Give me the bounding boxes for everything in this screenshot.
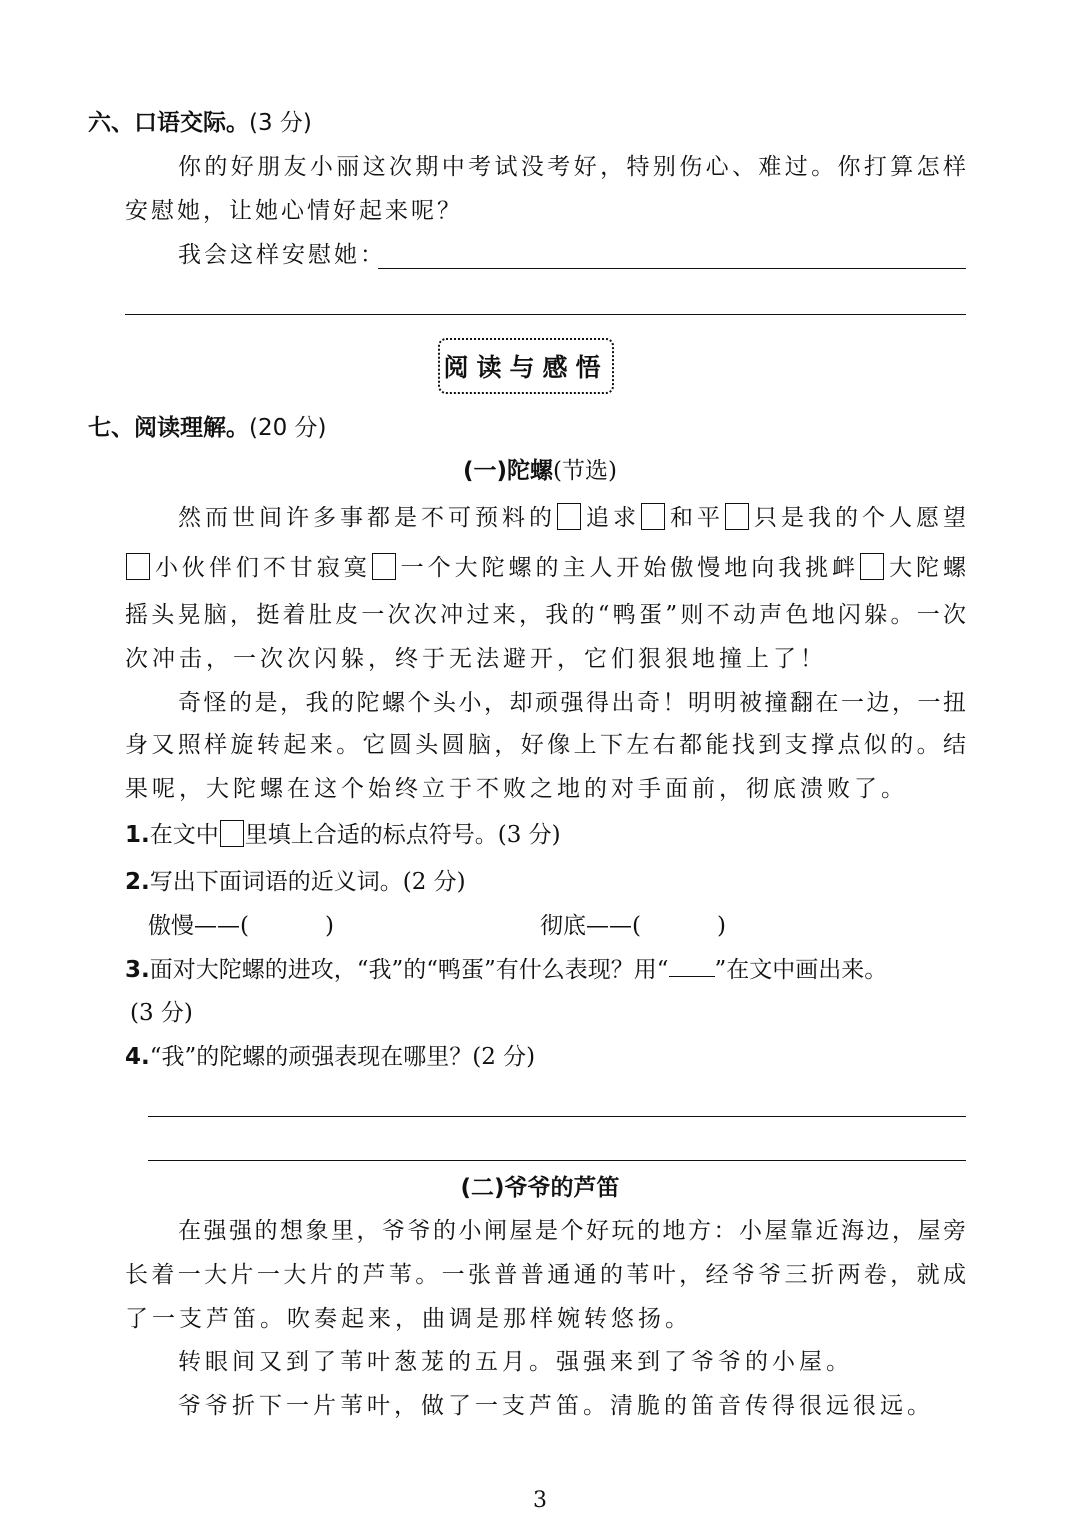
passage-1-title: (一)陀螺(节选) bbox=[463, 458, 617, 484]
section-6-heading: 六、口语交际。(3 分) bbox=[88, 110, 312, 136]
punctuation-box[interactable] bbox=[372, 553, 396, 580]
section-6-text: 安慰她，让她心情好起来呢？ bbox=[125, 198, 463, 224]
passage-line: 在强强的想象里，爷爷的小闸屋是个好玩的地方：小屋靠近海边，屋旁 bbox=[178, 1218, 966, 1244]
punctuation-box[interactable] bbox=[860, 553, 884, 580]
section-6-text: 你的好朋友小丽这次期中考试没考好，特别伤心、难过。你打算怎样 bbox=[178, 154, 966, 180]
passage-line: 摇头晃脑，挺着肚皮一次次冲过来，我的“鸭蛋”则不动声色地闪躲。一次 bbox=[125, 602, 966, 628]
answer-prompt: 我会这样安慰她： bbox=[178, 242, 386, 268]
question-1: 1.在文中 里填上合适的标点符号。(3 分) bbox=[125, 822, 561, 848]
answer-line[interactable] bbox=[148, 1160, 966, 1161]
answer-line[interactable] bbox=[125, 314, 966, 315]
punctuation-box[interactable] bbox=[126, 553, 150, 580]
answer-line[interactable] bbox=[148, 1116, 966, 1117]
question-3-score: (3 分) bbox=[130, 1000, 193, 1026]
synonym-answer-2[interactable]: 彻底——( ) bbox=[540, 913, 726, 939]
passage-line: 身又照样旋转起来。它圆头圆脑，好像上下左右都能找到支撑点似的。结 bbox=[125, 732, 966, 758]
passage-line: 了一支芦笛。吹奏起来，曲调是那样婉转悠扬。 bbox=[125, 1306, 692, 1332]
question-3: 3.面对大陀螺的进攻，“我”的“鸭蛋”有什么表现？用“ ”在文中画出来。 bbox=[125, 957, 888, 983]
synonym-answer-1[interactable]: 傲慢——( ) bbox=[148, 913, 334, 939]
question-4: 4.“我”的陀螺的顽强表现在哪里？(2 分) bbox=[125, 1044, 536, 1070]
passage-line: 转眼间又到了苇叶葱茏的五月。强强来到了爷爷的小屋。 bbox=[178, 1349, 853, 1375]
passage-line: 长着一大片一大片的芦苇。一张普普通通的苇叶，经爷爷三折两卷，就成 bbox=[125, 1262, 966, 1288]
punctuation-box[interactable] bbox=[557, 503, 581, 530]
passage-line: 次冲击，一次次闪躲，终于无法避开，它们狠狠地撞上了！ bbox=[125, 646, 827, 672]
passage-2-title: (二)爷爷的芦笛 bbox=[460, 1175, 620, 1201]
passage-line: 果呢，大陀螺在这个始终立于不败之地的对手面前，彻底溃败了。 bbox=[125, 776, 908, 802]
answer-line[interactable] bbox=[378, 268, 966, 269]
question-2: 2.写出下面词语的近义词。(2 分) bbox=[125, 869, 466, 895]
punctuation-box[interactable] bbox=[725, 503, 749, 530]
section-badge: 阅读与感悟 bbox=[438, 338, 614, 394]
punctuation-box-icon bbox=[220, 820, 244, 847]
passage-line: 小伙伴们不甘寂寞 一个大陀螺的主人开始傲慢地向我挑衅 大陀螺 bbox=[125, 553, 966, 583]
section-7-heading: 七、阅读理解。(20 分) bbox=[88, 415, 327, 441]
passage-line: 爷爷折下一片苇叶，做了一支芦笛。清脆的笛音传得很远很远。 bbox=[178, 1393, 934, 1419]
page-number: 3 bbox=[533, 1488, 547, 1513]
passage-line: 奇怪的是，我的陀螺个头小，却顽强得出奇！明明被撞翻在一边，一扭 bbox=[178, 690, 966, 716]
punctuation-box[interactable] bbox=[641, 503, 665, 530]
passage-line: 然而世间许多事都是不可预料的 追求 和平 只是我的个人愿望 bbox=[178, 505, 966, 531]
